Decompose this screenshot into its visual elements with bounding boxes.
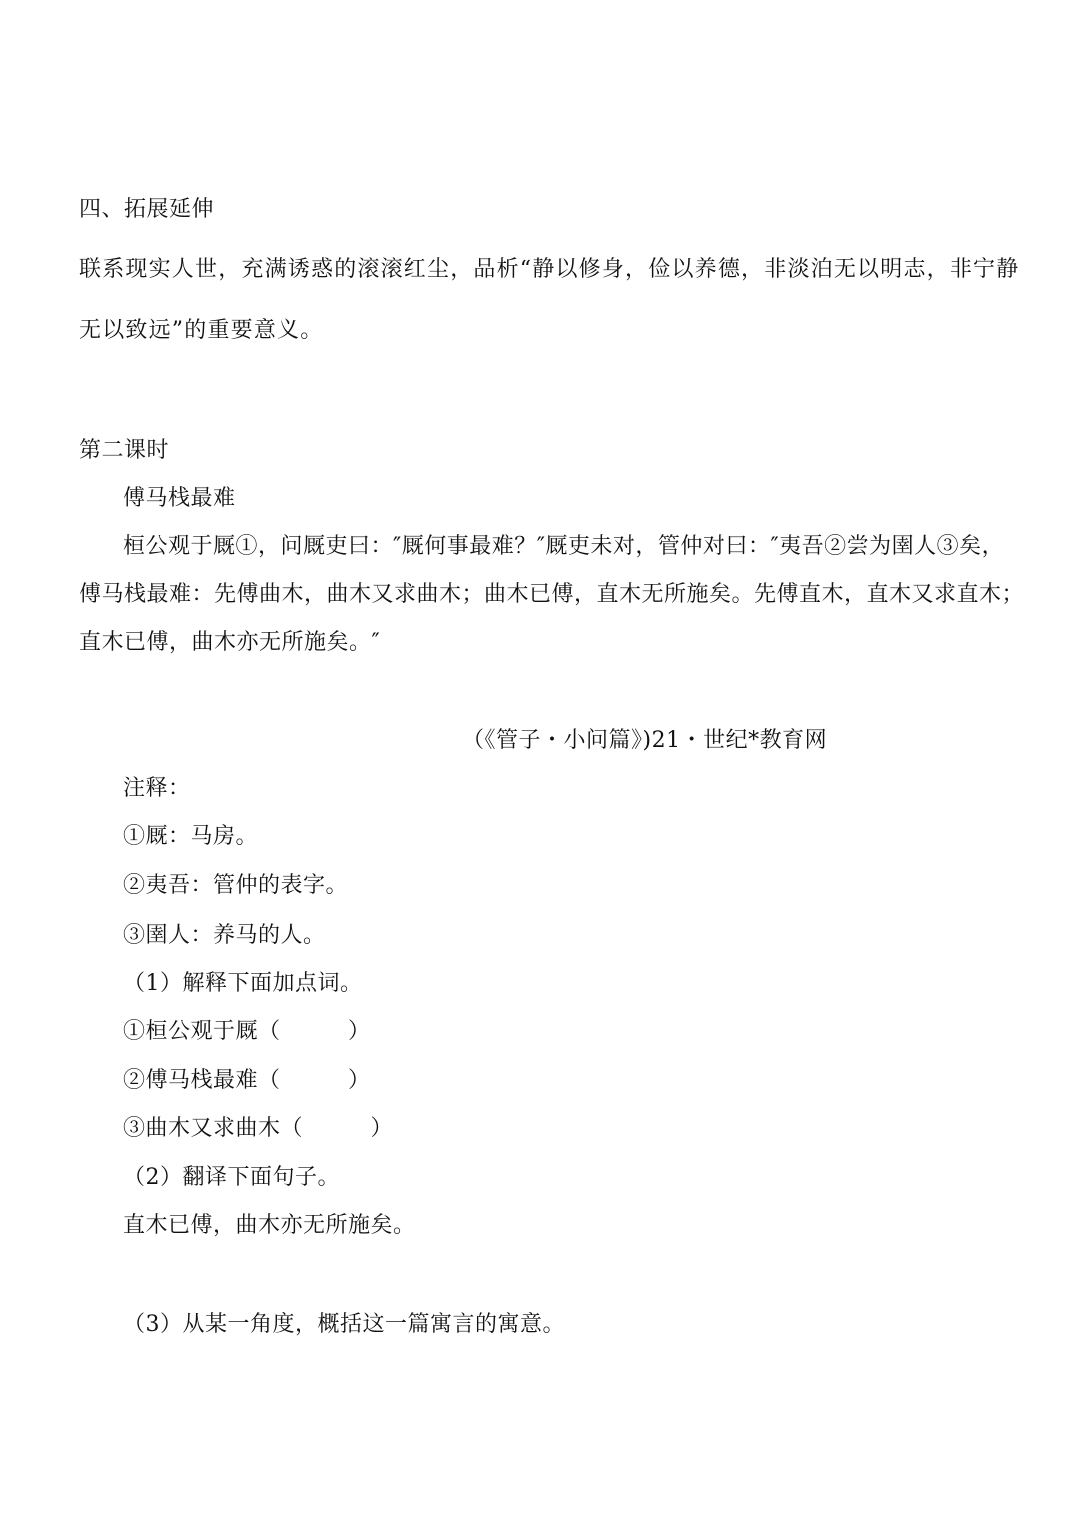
story-title: 傅马栈最难 <box>123 486 236 511</box>
note-item: ③圉人：养马的人。 <box>123 923 326 948</box>
story-line: 桓公观于厩①，问厩吏曰：″厩何事最难？″厩吏未对，管仲对曰：″夷吾②尝为圉人③矣， <box>123 534 1005 559</box>
question-2: （2）翻译下面句子。 <box>123 1165 340 1190</box>
paragraph-line: 联系现实人世，充满诱惑的滚滚红尘，品析“静以修身，俭以养德，非淡泊无以明志，非宁静 <box>79 257 1020 282</box>
section-heading: 四、拓展延伸 <box>79 197 215 222</box>
source-citation: （《管子・小问篇》)21・世纪*教育网 <box>462 728 828 753</box>
paragraph-line: 无以致远”的重要意义。 <box>79 318 324 343</box>
lesson-heading: 第二课时 <box>79 438 170 463</box>
question-1: （1）解释下面加点词。 <box>123 971 363 996</box>
note-item: ②夷吾：管仲的表字。 <box>123 873 349 898</box>
story-line: 直木已傅，曲木亦无所施矣。″ <box>79 630 381 655</box>
question-1-item: ①桓公观于厩（ ） <box>123 1019 371 1044</box>
question-1-item: ③曲木又求曲木（ ） <box>123 1116 394 1141</box>
question-2-sentence: 直木已傅，曲木亦无所施矣。 <box>123 1213 416 1238</box>
note-item: ①厩：马房。 <box>123 824 259 849</box>
notes-label: 注释： <box>123 776 191 801</box>
story-line: 傅马栈最难：先傅曲木，曲木又求曲木；曲木已傅，直木无所施矣。先傅直木，直木又求直木； <box>79 582 1025 607</box>
question-3: （3）从某一角度，概括这一篇寓言的寓意。 <box>123 1312 565 1337</box>
question-1-item: ②傅马栈最难（ ） <box>123 1068 371 1093</box>
